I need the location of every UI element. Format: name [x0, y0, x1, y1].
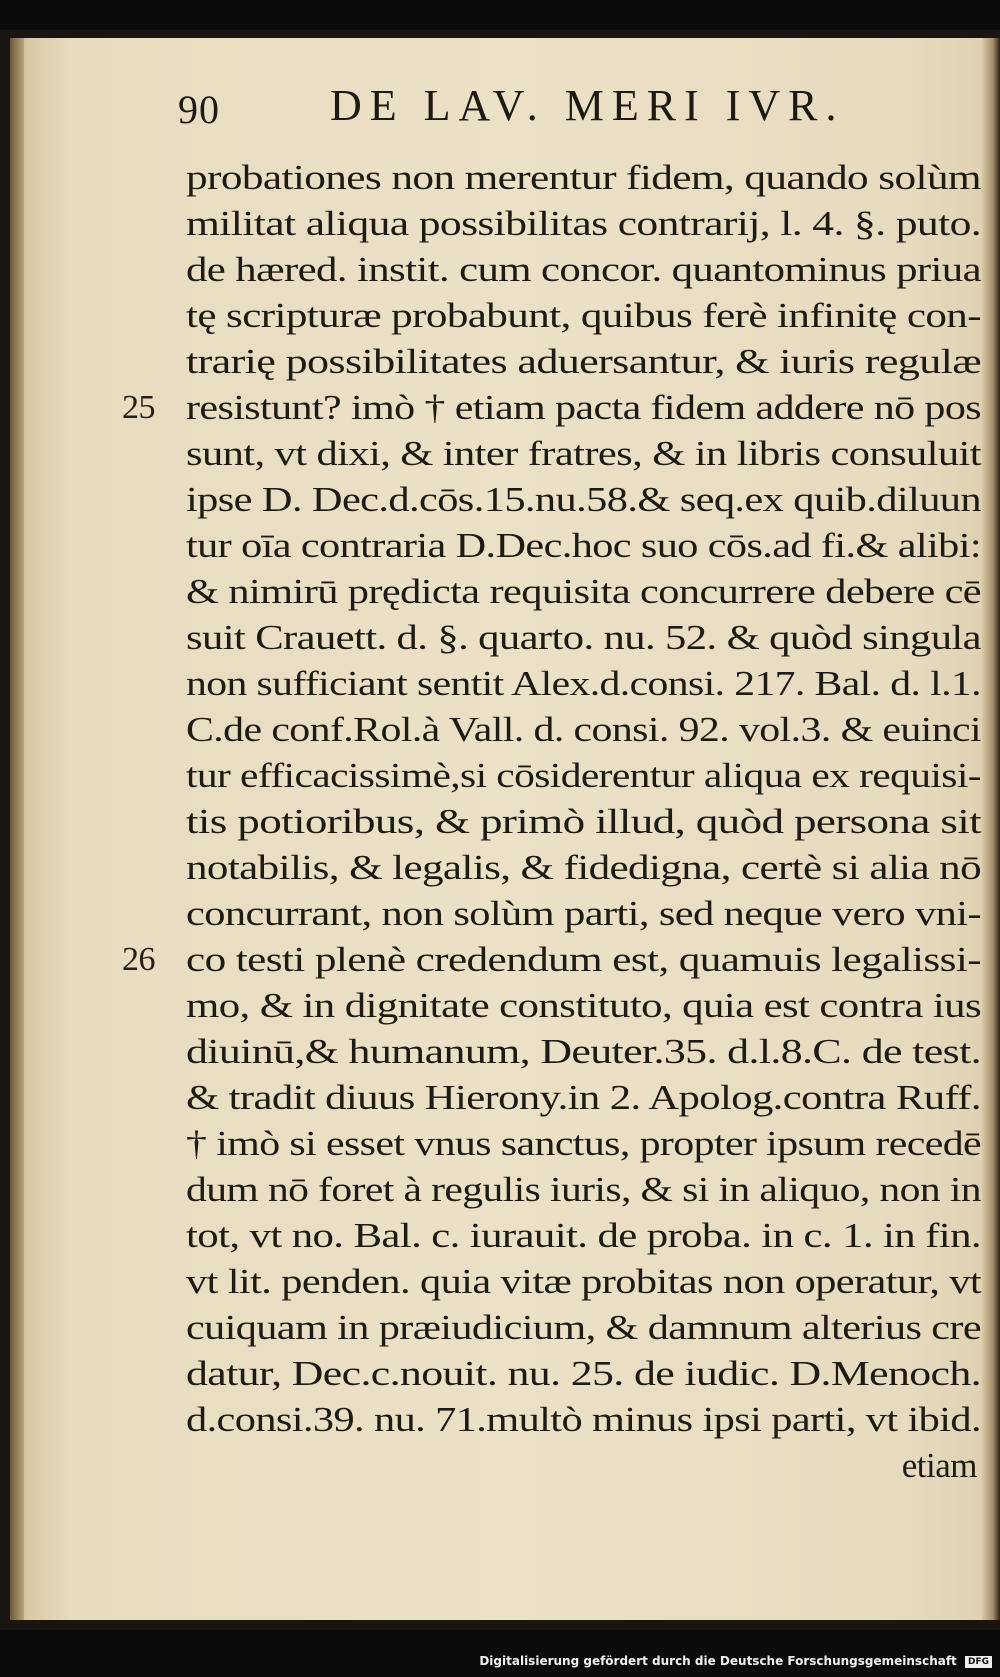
line-text: d.consi.39. nu. 71.multò minus ipsi parti, vt ibid.	[186, 1400, 981, 1439]
credit-text: Digitalisierung gefördert durch die Deutsche Forschungsgemeinschaft	[479, 1654, 957, 1668]
text-line	[186, 247, 981, 293]
line-text: concurrant, non solùm parti, sed neque vero vni-	[186, 894, 981, 933]
text-line	[186, 615, 981, 661]
line-text: non sufficiant sentit Alex.d.consi. 217. Bal. d. l.1.	[186, 664, 981, 703]
text-line	[186, 339, 981, 385]
text-line	[186, 155, 981, 201]
footer-bar	[0, 1630, 1000, 1677]
book-page	[0, 30, 1000, 1630]
text-line	[186, 1443, 981, 1489]
line-text: cuiquam in præiudicium, & damnum alterius cre	[186, 1308, 981, 1347]
line-text: sunt, vt dixi, & inter fratres, & in libris consuluit	[186, 434, 981, 473]
text-line	[186, 1305, 981, 1351]
line-text: tur oīa contraria D.Dec.hoc suo cōs.ad fi.& alibi:	[186, 526, 981, 565]
line-text: suit Crauett. d. §. quarto. nu. 52. & quòd singula	[186, 618, 981, 657]
text-line	[186, 1167, 981, 1213]
text-line	[186, 1213, 981, 1259]
text-line	[186, 1259, 981, 1305]
text-line	[186, 293, 981, 339]
line-text: datur, Dec.c.nouit. nu. 25. de iudic. D.Menoch.	[186, 1354, 981, 1393]
text-line	[186, 523, 981, 569]
line-text: resistunt? imò † etiam pacta fidem addere nō pos	[186, 388, 982, 427]
line-text: tur efficacissimè,si cōsiderentur aliqua ex requisi-	[186, 756, 982, 795]
line-text: tot, vt no. Bal. c. iurauit. de proba. in c. 1. in fin.	[186, 1216, 981, 1255]
text-line	[186, 845, 981, 891]
page-number: 90	[178, 87, 220, 132]
text-line	[122, 937, 982, 983]
running-title: DE LAV. MERI IVR.	[330, 81, 845, 130]
page-edge	[982, 38, 1000, 1620]
line-text: & tradit diuus Hierony.in 2. Apolog.contra Ruff.	[186, 1078, 981, 1117]
dfg-logo: DFG	[965, 1656, 992, 1668]
text-line	[186, 891, 981, 937]
line-text: dum nō foret à regulis iuris, & si in aliquo, non in	[186, 1170, 981, 1209]
body-text	[122, 155, 982, 1489]
margin-number: 25	[122, 389, 155, 426]
line-text: & nimirū prędicta requisita concurrere debere cē	[186, 572, 982, 611]
text-line	[122, 385, 982, 431]
text-line	[186, 753, 981, 799]
text-line	[186, 707, 981, 753]
line-text: † imò si esset vnus sanctus, propter ipsum recedē	[186, 1124, 982, 1163]
text-line	[186, 799, 981, 845]
text-line	[186, 201, 981, 247]
text-line	[186, 477, 981, 523]
line-text: probationes non merentur fidem, quando solùm	[186, 158, 981, 197]
line-text: mo, & in dignitate constituto, quia est contra ius	[186, 986, 982, 1025]
margin-number: 26	[122, 941, 155, 978]
text-line	[186, 1121, 981, 1167]
text-line	[186, 661, 981, 707]
line-text: vt lit. penden. quia vitæ probitas non operatur, vt	[186, 1262, 982, 1301]
line-text: de hæred. instit. cum concor. quantominus priua	[186, 250, 981, 289]
line-text: notabilis, & legalis, & fidedigna, certè si alia nō	[186, 848, 982, 887]
page-header	[178, 80, 978, 150]
line-text: C.de conf.Rol.à Vall. d. consi. 92. vol.3. & euinci	[186, 710, 982, 749]
line-text: co testi plenè credendum est, quamuis legalissi-	[186, 940, 982, 979]
line-text: ipse D. Dec.d.cōs.15.nu.58.& seq.ex quib.diluun	[186, 480, 982, 519]
digitization-credit	[479, 1654, 992, 1668]
text-line	[186, 1029, 981, 1075]
text-line	[186, 431, 981, 477]
gutter-shadow	[10, 38, 24, 1620]
line-text: etiam	[901, 1446, 977, 1485]
text-line	[186, 1075, 981, 1121]
line-text: tis potioribus, & primò illud, quòd persona sit	[186, 802, 981, 841]
text-line	[186, 983, 981, 1029]
line-text: diuinū,& humanum, Deuter.35. d.l.8.C. de test.	[186, 1032, 981, 1071]
line-text: tę scripturæ probabunt, quibus ferè infinitę con-	[186, 296, 982, 335]
text-line	[186, 1397, 981, 1443]
text-line	[186, 569, 981, 615]
line-text: militat aliqua possibilitas contrarij, l. 4. §. puto.	[186, 204, 982, 243]
text-line	[186, 1351, 981, 1397]
line-text: trarię possibilitates aduersantur, & iuris regulæ	[186, 342, 982, 381]
